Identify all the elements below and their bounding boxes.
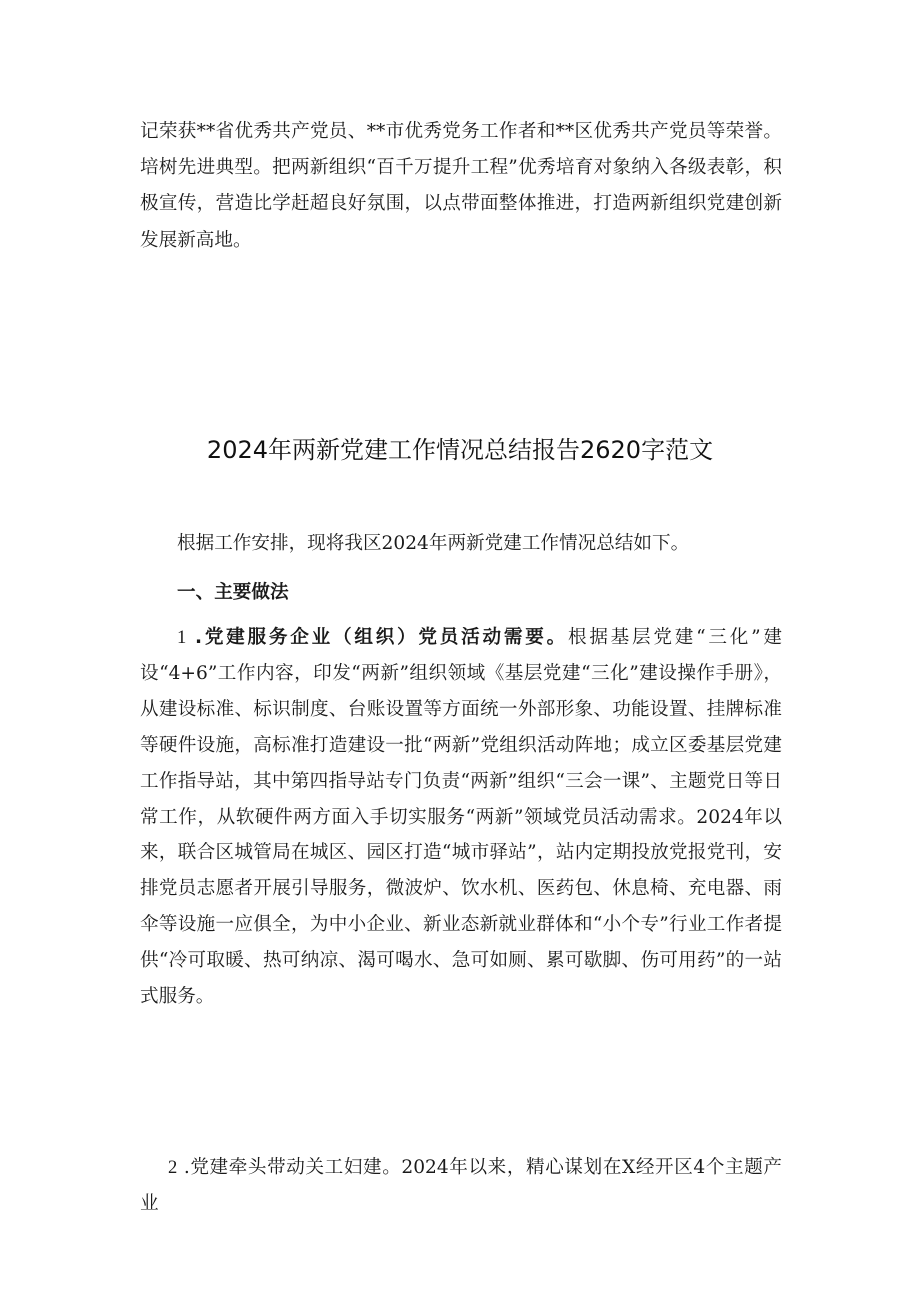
item-1-body: 根据基层党建“三化”建设“4+6”工作内容，印发“两新”组织领域《基层党建“三化”建设操作手册》，从建设标准、标识制度、台账设置等方面统一外部形象、功能设置、挂牌标准等硬件设施，高标准打造建设一批“两新”党组织活动阵地；成立区委基层党建工作指导站，其中第四指导站专门负责“两新”组织“三会一课”、主题党日等日常工作，从软硬件两方面入手切实服务“两新”领域党员活动需求。2024年以来，联合区城管局在城区、园区打造“城市驿站”，站内定期投放党报党刊，安排党员志愿者开展引导服务，微波炉、饮水机、医药包、休息椅、充电器、雨伞等设施一应俱全，为中小企业、新业态新就业群体和“小个专”行业工作者提供“冷可取暖、热可纳凉、渴可喝水、急可如厕、累可歇脚、伤可用药”的一站式服务。 <box>140 627 782 1008</box>
item-2-number: 2 <box>168 1157 178 1178</box>
opening-paragraph: 根据工作安排，现将我区2024年两新党建工作情况总结如下。 <box>177 533 690 554</box>
item-1-heading: .党建服务企业（组织）党员活动需要。 <box>194 627 568 648</box>
section-heading: 一、主要做法 <box>177 582 289 603</box>
item-1-paragraph <box>140 620 782 1015</box>
intro-paragraph: 记荣获**省优秀共产党员、**市优秀党务工作者和**区优秀共产党员等荣誉。培树先进典型。把两新组织“百千万提升工程”优秀培育对象纳入各级表彰，积极宣传，营造比学赶超良好氛围，以点带面整体推进，打造两新组织党建创新发展新高地。 <box>140 121 782 251</box>
item-2-paragraph <box>140 1150 782 1222</box>
item-1-lead <box>140 620 782 1015</box>
item-1-number: 1 <box>177 627 187 648</box>
document-title: 2024年两新党建工作情况总结报告2620字范文 <box>206 436 714 464</box>
item-2-text: .党建牵头带动关工妇建。2024年以来，精心谋划在X经开区4个主题产业 <box>140 1157 782 1215</box>
